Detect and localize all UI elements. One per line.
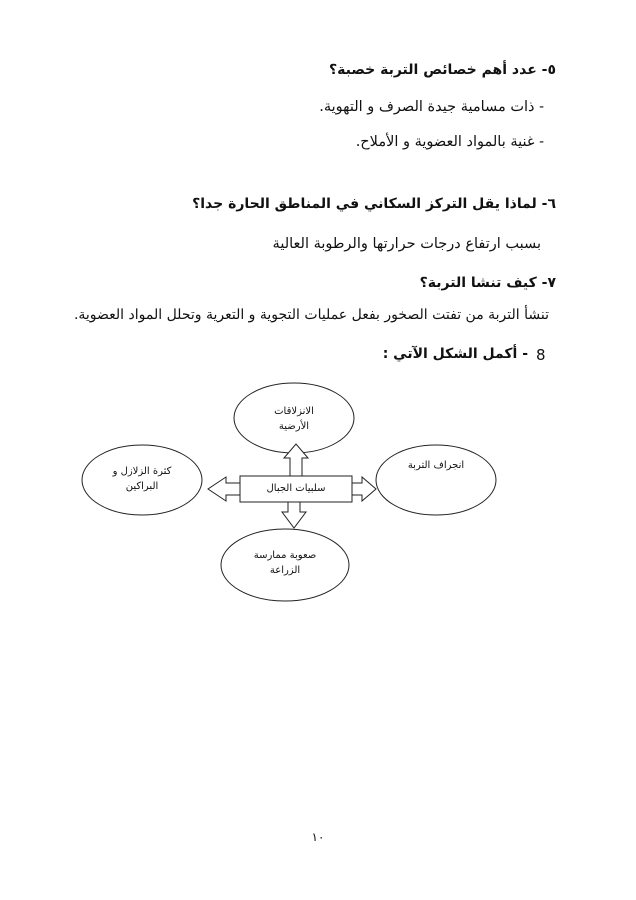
question-6-answer: بسبب ارتفاع درجات حرارتها والرطوبة العالية bbox=[272, 236, 541, 252]
center-node-label: سلبيات الجبال bbox=[266, 483, 326, 494]
question-5-answer-2: - غنية بالمواد العضوية و الأملاح. bbox=[355, 134, 544, 150]
question-5-title: ٥- عدد أهم خصائص التربة خصبة؟ bbox=[329, 62, 556, 78]
question-5-answer-1: - ذات مسامية جيدة الصرف و التهوية. bbox=[319, 99, 544, 115]
top-node-line-1: الانزلاقات bbox=[274, 406, 314, 417]
top-node-label bbox=[244, 404, 344, 434]
right-node-ellipse bbox=[376, 445, 496, 515]
bottom-node-label bbox=[235, 548, 335, 578]
arrow-right-icon bbox=[352, 477, 376, 501]
mountains-negatives-diagram bbox=[0, 380, 636, 610]
question-6-title: ٦- لماذا يقل التركز السكاني في المناطق الحارة جدا؟ bbox=[192, 196, 556, 212]
right-node-label bbox=[386, 458, 486, 473]
left-node-label bbox=[92, 464, 192, 494]
left-node-line-2: البراكين bbox=[125, 481, 159, 492]
question-8-number: 8 bbox=[536, 346, 546, 364]
question-8-title: - أكمل الشكل الآتي : bbox=[382, 346, 528, 362]
page-number: ١٠ bbox=[311, 830, 325, 844]
question-7-title: ٧- كيف تنشا التربة؟ bbox=[419, 275, 556, 291]
bottom-node-line-2: الزراعة bbox=[269, 565, 301, 576]
right-node-line-1: انجراف التربة bbox=[407, 460, 465, 471]
top-node-line-2: الأرضية bbox=[278, 421, 310, 432]
arrow-down-icon bbox=[282, 502, 306, 528]
bottom-node-line-1: صعوبة ممارسة bbox=[253, 550, 317, 561]
arrow-left-icon bbox=[208, 477, 240, 501]
left-node-line-1: كثرة الزلازل و bbox=[112, 466, 172, 477]
question-7-answer: تنشأ التربة من تفتت الصخور بفعل عمليات التجوية و التعرية وتحلل المواد العضوية. bbox=[73, 307, 549, 323]
